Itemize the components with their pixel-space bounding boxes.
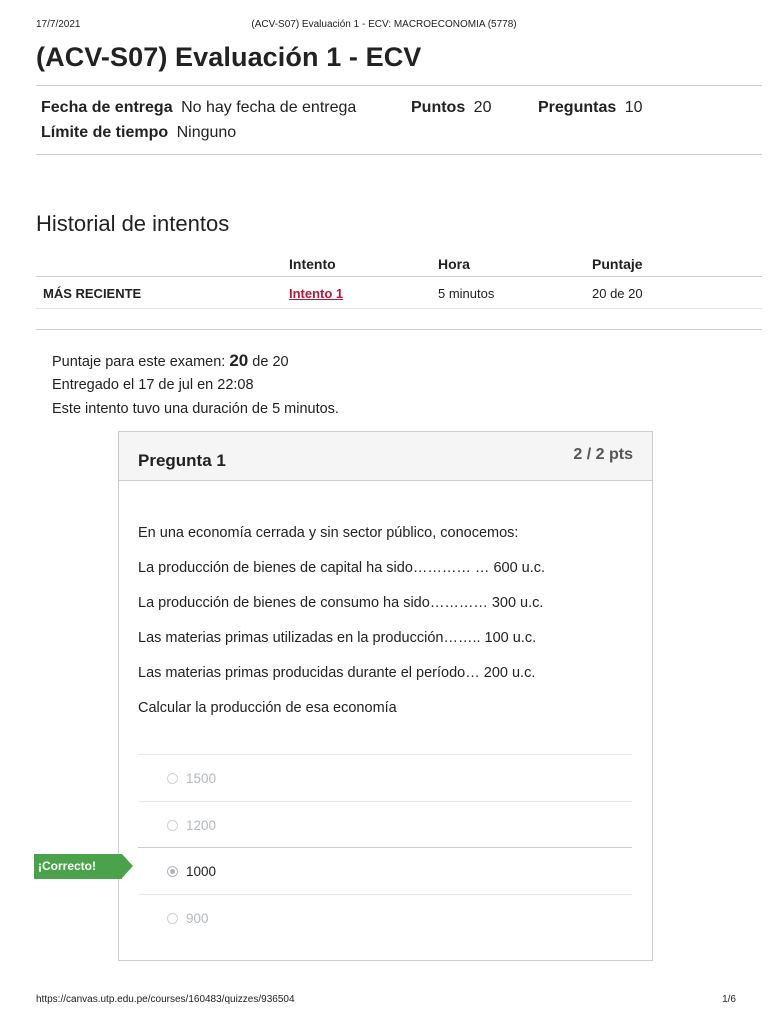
time-label: Límite de tiempo <box>41 124 169 141</box>
correct-flag <box>34 854 122 879</box>
divider <box>36 154 762 155</box>
attempt-duration: Este intento tuvo una duración de 5 minutos. <box>52 401 339 417</box>
correct-label: ¡Correcto! <box>38 859 97 873</box>
answer-divider <box>138 754 632 755</box>
answer-label: 1000 <box>186 864 217 879</box>
question-title: Pregunta 1 <box>138 451 226 470</box>
points-value: 20 <box>473 99 492 116</box>
answer-divider <box>138 801 632 802</box>
score-value: 20 <box>229 351 249 370</box>
divider <box>36 85 762 86</box>
answer-divider <box>138 894 632 895</box>
answer-label: 900 <box>186 911 209 926</box>
answer-label: 1200 <box>186 818 217 833</box>
question-card <box>118 431 653 961</box>
divider <box>36 329 762 330</box>
print-title: (ACV-S07) Evaluación 1 - ECV: MACROECONOMIA (5778) <box>251 19 517 30</box>
score-suffix: de 20 <box>252 354 289 370</box>
points <box>411 99 491 117</box>
table-divider <box>36 308 762 309</box>
exam-score <box>52 351 289 371</box>
page-title: (ACV-S07) Evaluación 1 - ECV <box>36 42 422 72</box>
due-label: Fecha de entrega <box>41 99 173 116</box>
questions-value: 10 <box>624 99 643 116</box>
attempt-time: 5 minutos <box>438 286 495 301</box>
questions-label: Preguntas <box>538 99 617 116</box>
radio-button[interactable] <box>167 820 178 831</box>
table-divider <box>36 276 762 277</box>
time-limit <box>41 124 236 142</box>
due-date <box>41 99 356 117</box>
attempt-score: 20 de 20 <box>592 286 643 301</box>
question-text: En una economía cerrada y sin sector público, conocemos: <box>138 525 519 541</box>
row-label: MÁS RECIENTE <box>43 286 142 301</box>
question-text: Las materias primas utilizadas en la producción…….. 100 u.c. <box>138 630 537 646</box>
history-title: Historial de intentos <box>36 211 230 236</box>
question-text: Las materias primas producidas durante el período… 200 u.c. <box>138 665 536 681</box>
questions <box>538 99 643 117</box>
question-text: La producción de bienes de capital ha sido………… … 600 u.c. <box>138 560 546 576</box>
col-header-time: Hora <box>438 256 470 272</box>
submitted-at: Entregado el 17 de jul en 22:08 <box>52 377 254 393</box>
radio-button-selected[interactable] <box>167 866 178 877</box>
answer-label: 1500 <box>186 771 217 786</box>
col-header-score: Puntaje <box>592 256 643 272</box>
print-page: 1/6 <box>722 994 736 1005</box>
points-label: Puntos <box>411 99 466 116</box>
answer-divider <box>138 847 632 848</box>
time-value: Ninguno <box>176 124 237 141</box>
print-url: https://canvas.utp.edu.pe/courses/160483/quizzes/936504 <box>36 994 295 1005</box>
col-header-attempt: Intento <box>289 256 336 272</box>
question-text: Calcular la producción de esa economía <box>138 700 397 716</box>
question-text: La producción de bienes de consumo ha sido………… 300 u.c. <box>138 595 544 611</box>
radio-button[interactable] <box>167 773 178 784</box>
print-date: 17/7/2021 <box>36 19 81 30</box>
score-prefix: Puntaje para este examen: <box>52 354 226 370</box>
attempt-link[interactable]: Intento 1 <box>289 286 344 301</box>
question-points: 2 / 2 pts <box>573 446 633 463</box>
question-header <box>119 432 652 481</box>
radio-button[interactable] <box>167 913 178 924</box>
due-value: No hay fecha de entrega <box>181 99 357 116</box>
